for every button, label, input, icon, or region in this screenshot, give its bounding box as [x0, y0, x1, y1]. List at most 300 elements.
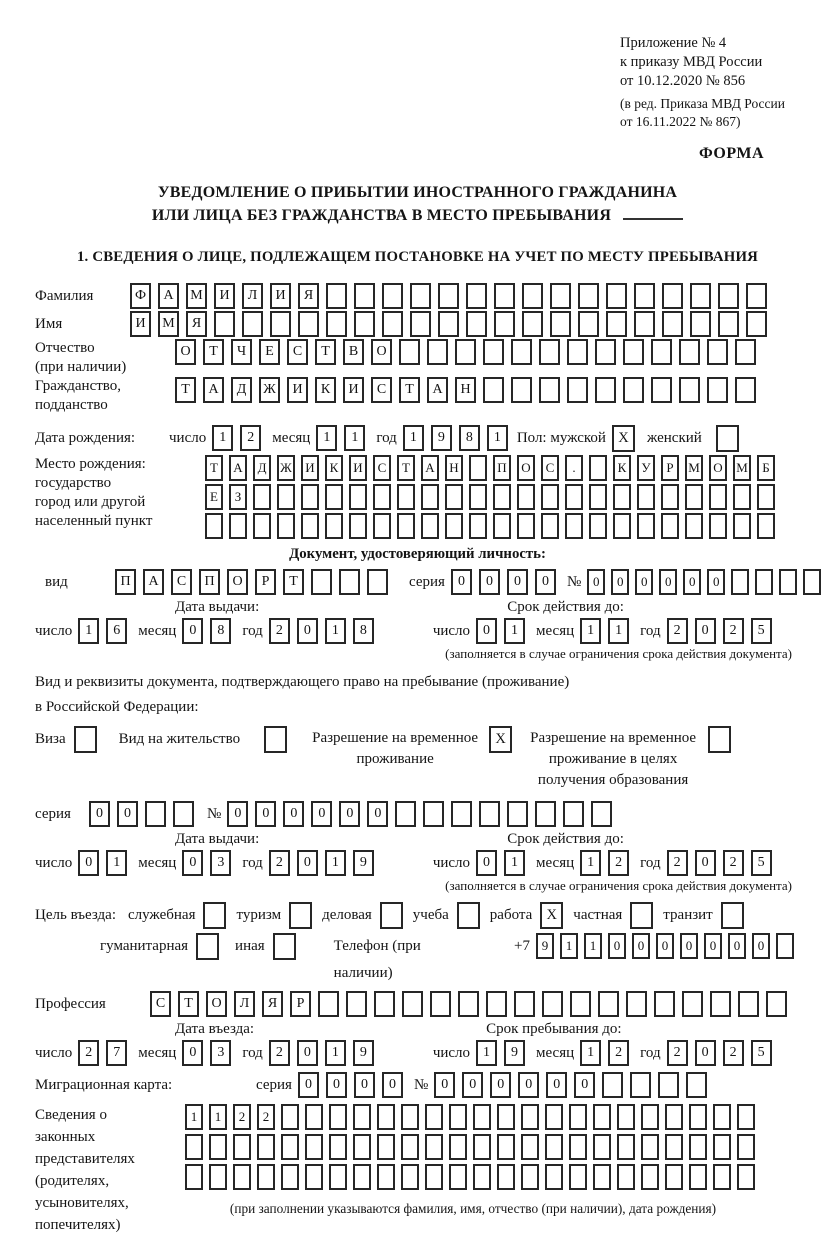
- migration-number-cell[interactable]: [658, 1072, 679, 1098]
- representative-cell[interactable]: [209, 1164, 227, 1190]
- birth-place-cell[interactable]: С: [373, 455, 391, 481]
- birth-place-cell[interactable]: [301, 484, 319, 510]
- patronymic-cell[interactable]: [483, 339, 504, 365]
- patronymic-cell[interactable]: [679, 339, 700, 365]
- doc-kind-cell[interactable]: С: [171, 569, 192, 595]
- birth-place-cell[interactable]: [205, 513, 223, 539]
- representative-cell[interactable]: [737, 1134, 755, 1160]
- firstname-cell[interactable]: И: [130, 311, 151, 337]
- profession-cell[interactable]: [654, 991, 675, 1017]
- profession-cell[interactable]: [766, 991, 787, 1017]
- surname-cell[interactable]: [606, 283, 627, 309]
- purpose-humanitarian-checkbox-cell[interactable]: [196, 933, 219, 960]
- birth-place-cell[interactable]: [637, 484, 655, 510]
- citizenship-cell[interactable]: И: [343, 377, 364, 403]
- migration-series-cell[interactable]: 0: [382, 1072, 403, 1098]
- representative-cell[interactable]: [641, 1134, 659, 1160]
- residence-number-cell[interactable]: 0: [227, 801, 248, 827]
- representative-cell[interactable]: 1: [209, 1104, 227, 1130]
- representative-cell[interactable]: [689, 1104, 707, 1130]
- birth-place-cell[interactable]: .: [565, 455, 583, 481]
- entry-month-cell[interactable]: 0: [182, 1040, 203, 1066]
- surname-cell[interactable]: [326, 283, 347, 309]
- profession-cell[interactable]: [402, 991, 423, 1017]
- phone-cell[interactable]: 0: [608, 933, 626, 959]
- birth-place-cell[interactable]: А: [421, 455, 439, 481]
- representative-cell[interactable]: [641, 1164, 659, 1190]
- birth-place-cell[interactable]: [757, 513, 775, 539]
- surname-cell[interactable]: [662, 283, 683, 309]
- surname-cell[interactable]: Ф: [130, 283, 151, 309]
- firstname-cell[interactable]: [718, 311, 739, 337]
- residence-valid-year-cell[interactable]: 5: [751, 850, 772, 876]
- purpose-study-checkbox-cell[interactable]: [457, 902, 480, 929]
- issue-year-cell[interactable]: 8: [353, 618, 374, 644]
- representative-cell[interactable]: 1: [185, 1104, 203, 1130]
- doc-kind-cell[interactable]: [367, 569, 388, 595]
- firstname-cell[interactable]: Я: [186, 311, 207, 337]
- migration-series-cell[interactable]: 0: [354, 1072, 375, 1098]
- birth-place-cell[interactable]: Т: [397, 455, 415, 481]
- patronymic-cell[interactable]: [595, 339, 616, 365]
- valid-year-cell[interactable]: 2: [723, 618, 744, 644]
- doc-number-cell[interactable]: [779, 569, 797, 595]
- doc-kind-cell[interactable]: Р: [255, 569, 276, 595]
- birth-place-cell[interactable]: [613, 513, 631, 539]
- birth-place-cell[interactable]: [493, 484, 511, 510]
- birth-year-cell[interactable]: 1: [487, 425, 508, 451]
- birth-place-cell[interactable]: Т: [205, 455, 223, 481]
- surname-cell[interactable]: [578, 283, 599, 309]
- birth-place-cell[interactable]: Д: [253, 455, 271, 481]
- phone-cell[interactable]: 9: [536, 933, 554, 959]
- migration-number-cell[interactable]: 0: [434, 1072, 455, 1098]
- birth-place-cell[interactable]: [301, 513, 319, 539]
- valid-month-cell[interactable]: 1: [608, 618, 629, 644]
- patronymic-cell[interactable]: Т: [315, 339, 336, 365]
- firstname-cell[interactable]: [690, 311, 711, 337]
- patronymic-cell[interactable]: Е: [259, 339, 280, 365]
- representative-cell[interactable]: [521, 1104, 539, 1130]
- representative-cell[interactable]: [641, 1104, 659, 1130]
- migration-series-cell[interactable]: 0: [298, 1072, 319, 1098]
- birth-place-cell[interactable]: [253, 513, 271, 539]
- residence-valid-year-cell[interactable]: 0: [695, 850, 716, 876]
- phone-cell[interactable]: 0: [752, 933, 770, 959]
- surname-cell[interactable]: [634, 283, 655, 309]
- citizenship-cell[interactable]: К: [315, 377, 336, 403]
- profession-cell[interactable]: Я: [262, 991, 283, 1017]
- representative-cell[interactable]: [353, 1134, 371, 1160]
- entry-day-cell[interactable]: 7: [106, 1040, 127, 1066]
- profession-cell[interactable]: [430, 991, 451, 1017]
- profession-cell[interactable]: [374, 991, 395, 1017]
- issue-year-cell[interactable]: 0: [297, 618, 318, 644]
- representative-cell[interactable]: [425, 1134, 443, 1160]
- birth-place-cell[interactable]: А: [229, 455, 247, 481]
- birth-place-cell[interactable]: [733, 484, 751, 510]
- entry-year-cell[interactable]: 1: [325, 1040, 346, 1066]
- surname-cell[interactable]: И: [270, 283, 291, 309]
- citizenship-cell[interactable]: Д: [231, 377, 252, 403]
- birth-month-cell[interactable]: 1: [344, 425, 365, 451]
- representative-cell[interactable]: [689, 1134, 707, 1160]
- surname-cell[interactable]: М: [186, 283, 207, 309]
- profession-cell[interactable]: [710, 991, 731, 1017]
- stay-month-cell[interactable]: 2: [608, 1040, 629, 1066]
- citizenship-cell[interactable]: [651, 377, 672, 403]
- birth-place-cell[interactable]: [253, 484, 271, 510]
- migration-number-cell[interactable]: 0: [546, 1072, 567, 1098]
- representative-cell[interactable]: [281, 1164, 299, 1190]
- patronymic-cell[interactable]: Ч: [231, 339, 252, 365]
- representative-cell[interactable]: [233, 1134, 251, 1160]
- profession-cell[interactable]: [626, 991, 647, 1017]
- representative-cell[interactable]: [497, 1164, 515, 1190]
- profession-cell[interactable]: [458, 991, 479, 1017]
- representative-cell[interactable]: [713, 1104, 731, 1130]
- birth-place-cell[interactable]: [661, 484, 679, 510]
- doc-series-cell[interactable]: 0: [479, 569, 500, 595]
- residence-number-cell[interactable]: 0: [339, 801, 360, 827]
- phone-cell[interactable]: 1: [560, 933, 578, 959]
- doc-number-cell[interactable]: 0: [587, 569, 605, 595]
- birth-place-cell[interactable]: З: [229, 484, 247, 510]
- birth-place-cell[interactable]: С: [541, 455, 559, 481]
- citizenship-cell[interactable]: А: [203, 377, 224, 403]
- patronymic-cell[interactable]: В: [343, 339, 364, 365]
- birth-place-cell[interactable]: [565, 513, 583, 539]
- representative-cell[interactable]: [329, 1164, 347, 1190]
- birth-year-cell[interactable]: 8: [459, 425, 480, 451]
- representative-cell[interactable]: [185, 1134, 203, 1160]
- surname-cell[interactable]: А: [158, 283, 179, 309]
- profession-cell[interactable]: [346, 991, 367, 1017]
- residence-number-cell[interactable]: [395, 801, 416, 827]
- residence-issue-day-cell[interactable]: 1: [106, 850, 127, 876]
- residence-issue-year-cell[interactable]: 9: [353, 850, 374, 876]
- doc-number-cell[interactable]: 0: [659, 569, 677, 595]
- representative-cell[interactable]: [689, 1164, 707, 1190]
- residence-issue-year-cell[interactable]: 2: [269, 850, 290, 876]
- sex-male-checkbox-cell[interactable]: X: [612, 425, 635, 452]
- citizenship-cell[interactable]: [567, 377, 588, 403]
- profession-cell[interactable]: [486, 991, 507, 1017]
- birth-place-cell[interactable]: И: [301, 455, 319, 481]
- citizenship-cell[interactable]: [595, 377, 616, 403]
- firstname-cell[interactable]: М: [158, 311, 179, 337]
- stay-year-cell[interactable]: 0: [695, 1040, 716, 1066]
- temp-residence-permit-checkbox-cell[interactable]: X: [489, 726, 512, 753]
- representative-cell[interactable]: [353, 1104, 371, 1130]
- sex-female-checkbox-cell[interactable]: [716, 425, 739, 452]
- representative-cell[interactable]: 2: [233, 1104, 251, 1130]
- citizenship-cell[interactable]: [679, 377, 700, 403]
- representative-cell[interactable]: [665, 1134, 683, 1160]
- birth-place-cell[interactable]: Н: [445, 455, 463, 481]
- profession-cell[interactable]: Т: [178, 991, 199, 1017]
- patronymic-cell[interactable]: [735, 339, 756, 365]
- birth-place-cell[interactable]: [709, 484, 727, 510]
- birth-place-cell[interactable]: [565, 484, 583, 510]
- edu-residence-permit-checkbox-cell[interactable]: [708, 726, 731, 753]
- citizenship-cell[interactable]: [707, 377, 728, 403]
- residence-number-cell[interactable]: [591, 801, 612, 827]
- birth-place-cell[interactable]: [421, 484, 439, 510]
- representative-cell[interactable]: [665, 1104, 683, 1130]
- migration-number-cell[interactable]: 0: [490, 1072, 511, 1098]
- firstname-cell[interactable]: [382, 311, 403, 337]
- firstname-cell[interactable]: [746, 311, 767, 337]
- surname-cell[interactable]: [494, 283, 515, 309]
- representative-cell[interactable]: [281, 1104, 299, 1130]
- citizenship-cell[interactable]: [483, 377, 504, 403]
- doc-number-cell[interactable]: 0: [611, 569, 629, 595]
- birth-place-cell[interactable]: [517, 484, 535, 510]
- phone-cell[interactable]: 0: [656, 933, 674, 959]
- birth-place-cell[interactable]: [541, 484, 559, 510]
- purpose-transit-checkbox-cell[interactable]: [721, 902, 744, 929]
- patronymic-cell[interactable]: С: [287, 339, 308, 365]
- surname-cell[interactable]: И: [214, 283, 235, 309]
- doc-kind-cell[interactable]: [311, 569, 332, 595]
- surname-cell[interactable]: [718, 283, 739, 309]
- citizenship-cell[interactable]: Н: [455, 377, 476, 403]
- firstname-cell[interactable]: [466, 311, 487, 337]
- representative-cell[interactable]: [665, 1164, 683, 1190]
- residence-series-cell[interactable]: [173, 801, 194, 827]
- purpose-other-checkbox-cell[interactable]: [273, 933, 296, 960]
- birth-place-cell[interactable]: [661, 513, 679, 539]
- representative-cell[interactable]: [281, 1134, 299, 1160]
- profession-cell[interactable]: [570, 991, 591, 1017]
- birth-place-cell[interactable]: П: [493, 455, 511, 481]
- birth-place-cell[interactable]: [373, 484, 391, 510]
- patronymic-cell[interactable]: [651, 339, 672, 365]
- surname-cell[interactable]: [382, 283, 403, 309]
- phone-cell[interactable]: 0: [632, 933, 650, 959]
- representative-cell[interactable]: [521, 1164, 539, 1190]
- representative-cell[interactable]: [737, 1164, 755, 1190]
- birth-month-cell[interactable]: 1: [316, 425, 337, 451]
- representative-cell[interactable]: [473, 1134, 491, 1160]
- representative-cell[interactable]: [425, 1164, 443, 1190]
- stay-day-cell[interactable]: 1: [476, 1040, 497, 1066]
- residence-number-cell[interactable]: [535, 801, 556, 827]
- patronymic-cell[interactable]: [539, 339, 560, 365]
- firstname-cell[interactable]: [634, 311, 655, 337]
- phone-cell[interactable]: 0: [704, 933, 722, 959]
- representative-cell[interactable]: 2: [257, 1104, 275, 1130]
- firstname-cell[interactable]: [354, 311, 375, 337]
- issue-month-cell[interactable]: 8: [210, 618, 231, 644]
- stay-year-cell[interactable]: 5: [751, 1040, 772, 1066]
- representative-cell[interactable]: [305, 1104, 323, 1130]
- citizenship-cell[interactable]: [735, 377, 756, 403]
- migration-series-cell[interactable]: 0: [326, 1072, 347, 1098]
- patronymic-cell[interactable]: [511, 339, 532, 365]
- birth-place-cell[interactable]: [493, 513, 511, 539]
- patronymic-cell[interactable]: О: [371, 339, 392, 365]
- representative-cell[interactable]: [473, 1104, 491, 1130]
- residence-issue-year-cell[interactable]: 1: [325, 850, 346, 876]
- citizenship-cell[interactable]: А: [427, 377, 448, 403]
- birth-year-cell[interactable]: 9: [431, 425, 452, 451]
- representative-cell[interactable]: [329, 1134, 347, 1160]
- birth-place-cell[interactable]: [613, 484, 631, 510]
- representative-cell[interactable]: [497, 1104, 515, 1130]
- residence-series-cell[interactable]: [145, 801, 166, 827]
- residence-valid-month-cell[interactable]: 1: [580, 850, 601, 876]
- entry-day-cell[interactable]: 2: [78, 1040, 99, 1066]
- representative-cell[interactable]: [617, 1164, 635, 1190]
- valid-year-cell[interactable]: 2: [667, 618, 688, 644]
- birth-place-cell[interactable]: М: [685, 455, 703, 481]
- residence-number-cell[interactable]: [507, 801, 528, 827]
- residence-series-cell[interactable]: 0: [89, 801, 110, 827]
- birth-place-cell[interactable]: К: [613, 455, 631, 481]
- surname-cell[interactable]: [522, 283, 543, 309]
- representative-cell[interactable]: [593, 1134, 611, 1160]
- residence-valid-day-cell[interactable]: 1: [504, 850, 525, 876]
- firstname-cell[interactable]: [550, 311, 571, 337]
- birth-place-cell[interactable]: [373, 513, 391, 539]
- issue-day-cell[interactable]: 1: [78, 618, 99, 644]
- representative-cell[interactable]: [449, 1104, 467, 1130]
- doc-kind-cell[interactable]: А: [143, 569, 164, 595]
- profession-cell[interactable]: Л: [234, 991, 255, 1017]
- issue-year-cell[interactable]: 1: [325, 618, 346, 644]
- doc-number-cell[interactable]: [731, 569, 749, 595]
- birth-place-cell[interactable]: К: [325, 455, 343, 481]
- birth-place-cell[interactable]: [469, 455, 487, 481]
- birth-place-cell[interactable]: [685, 513, 703, 539]
- representative-cell[interactable]: [377, 1134, 395, 1160]
- surname-cell[interactable]: [746, 283, 767, 309]
- residence-valid-year-cell[interactable]: 2: [667, 850, 688, 876]
- firstname-cell[interactable]: [606, 311, 627, 337]
- representative-cell[interactable]: [473, 1164, 491, 1190]
- representative-cell[interactable]: [617, 1134, 635, 1160]
- representative-cell[interactable]: [353, 1164, 371, 1190]
- birth-place-cell[interactable]: [445, 484, 463, 510]
- surname-cell[interactable]: Я: [298, 283, 319, 309]
- birth-place-cell[interactable]: [685, 484, 703, 510]
- purpose-work-checkbox-cell[interactable]: X: [540, 902, 563, 929]
- issue-month-cell[interactable]: 0: [182, 618, 203, 644]
- representative-cell[interactable]: [449, 1164, 467, 1190]
- doc-kind-cell[interactable]: П: [115, 569, 136, 595]
- valid-day-cell[interactable]: 0: [476, 618, 497, 644]
- citizenship-cell[interactable]: [623, 377, 644, 403]
- entry-year-cell[interactable]: 0: [297, 1040, 318, 1066]
- representative-cell[interactable]: [593, 1104, 611, 1130]
- doc-kind-cell[interactable]: Т: [283, 569, 304, 595]
- firstname-cell[interactable]: [410, 311, 431, 337]
- representative-cell[interactable]: [713, 1134, 731, 1160]
- representative-cell[interactable]: [377, 1164, 395, 1190]
- birth-place-cell[interactable]: [517, 513, 535, 539]
- profession-cell[interactable]: [738, 991, 759, 1017]
- birth-place-cell[interactable]: О: [517, 455, 535, 481]
- representative-cell[interactable]: [209, 1134, 227, 1160]
- birth-place-cell[interactable]: [277, 513, 295, 539]
- birth-place-cell[interactable]: [421, 513, 439, 539]
- citizenship-cell[interactable]: И: [287, 377, 308, 403]
- birth-place-cell[interactable]: О: [709, 455, 727, 481]
- patronymic-cell[interactable]: [427, 339, 448, 365]
- birth-place-cell[interactable]: У: [637, 455, 655, 481]
- doc-kind-cell[interactable]: О: [227, 569, 248, 595]
- residence-permit-checkbox-cell[interactable]: [264, 726, 287, 753]
- representative-cell[interactable]: [713, 1164, 731, 1190]
- residence-issue-month-cell[interactable]: 3: [210, 850, 231, 876]
- stay-day-cell[interactable]: 9: [504, 1040, 525, 1066]
- firstname-cell[interactable]: [494, 311, 515, 337]
- representative-cell[interactable]: [257, 1164, 275, 1190]
- citizenship-cell[interactable]: Т: [175, 377, 196, 403]
- migration-number-cell[interactable]: [602, 1072, 623, 1098]
- purpose-business-checkbox-cell[interactable]: [380, 902, 403, 929]
- birth-day-cell[interactable]: 2: [240, 425, 261, 451]
- birth-place-cell[interactable]: Ж: [277, 455, 295, 481]
- doc-series-cell[interactable]: 0: [507, 569, 528, 595]
- profession-cell[interactable]: [682, 991, 703, 1017]
- birth-day-cell[interactable]: 1: [212, 425, 233, 451]
- representative-cell[interactable]: [425, 1104, 443, 1130]
- birth-place-cell[interactable]: Р: [661, 455, 679, 481]
- residence-number-cell[interactable]: [563, 801, 584, 827]
- representative-cell[interactable]: [449, 1134, 467, 1160]
- representative-cell[interactable]: [305, 1134, 323, 1160]
- birth-place-cell[interactable]: [277, 484, 295, 510]
- surname-cell[interactable]: [354, 283, 375, 309]
- patronymic-cell[interactable]: [623, 339, 644, 365]
- birth-place-cell[interactable]: [229, 513, 247, 539]
- purpose-tourism-checkbox-cell[interactable]: [289, 902, 312, 929]
- entry-year-cell[interactable]: 2: [269, 1040, 290, 1066]
- valid-year-cell[interactable]: 0: [695, 618, 716, 644]
- phone-cell[interactable]: 0: [728, 933, 746, 959]
- purpose-official-checkbox-cell[interactable]: [203, 902, 226, 929]
- representative-cell[interactable]: [401, 1104, 419, 1130]
- doc-number-cell[interactable]: 0: [683, 569, 701, 595]
- birth-place-cell[interactable]: [757, 484, 775, 510]
- residence-number-cell[interactable]: 0: [367, 801, 388, 827]
- patronymic-cell[interactable]: Т: [203, 339, 224, 365]
- representative-cell[interactable]: [569, 1164, 587, 1190]
- birth-place-cell[interactable]: [589, 455, 607, 481]
- doc-number-cell[interactable]: 0: [635, 569, 653, 595]
- firstname-cell[interactable]: [214, 311, 235, 337]
- surname-cell[interactable]: [690, 283, 711, 309]
- representative-cell[interactable]: [329, 1104, 347, 1130]
- representative-cell[interactable]: [569, 1134, 587, 1160]
- residence-number-cell[interactable]: [451, 801, 472, 827]
- representative-cell[interactable]: [521, 1134, 539, 1160]
- patronymic-cell[interactable]: [399, 339, 420, 365]
- representative-cell[interactable]: [497, 1134, 515, 1160]
- representative-cell[interactable]: [185, 1164, 203, 1190]
- firstname-cell[interactable]: [270, 311, 291, 337]
- birth-place-cell[interactable]: [397, 484, 415, 510]
- residence-valid-year-cell[interactable]: 2: [723, 850, 744, 876]
- birth-place-cell[interactable]: [637, 513, 655, 539]
- birth-place-cell[interactable]: [589, 513, 607, 539]
- birth-place-cell[interactable]: Е: [205, 484, 223, 510]
- representative-cell[interactable]: [545, 1104, 563, 1130]
- residence-number-cell[interactable]: [423, 801, 444, 827]
